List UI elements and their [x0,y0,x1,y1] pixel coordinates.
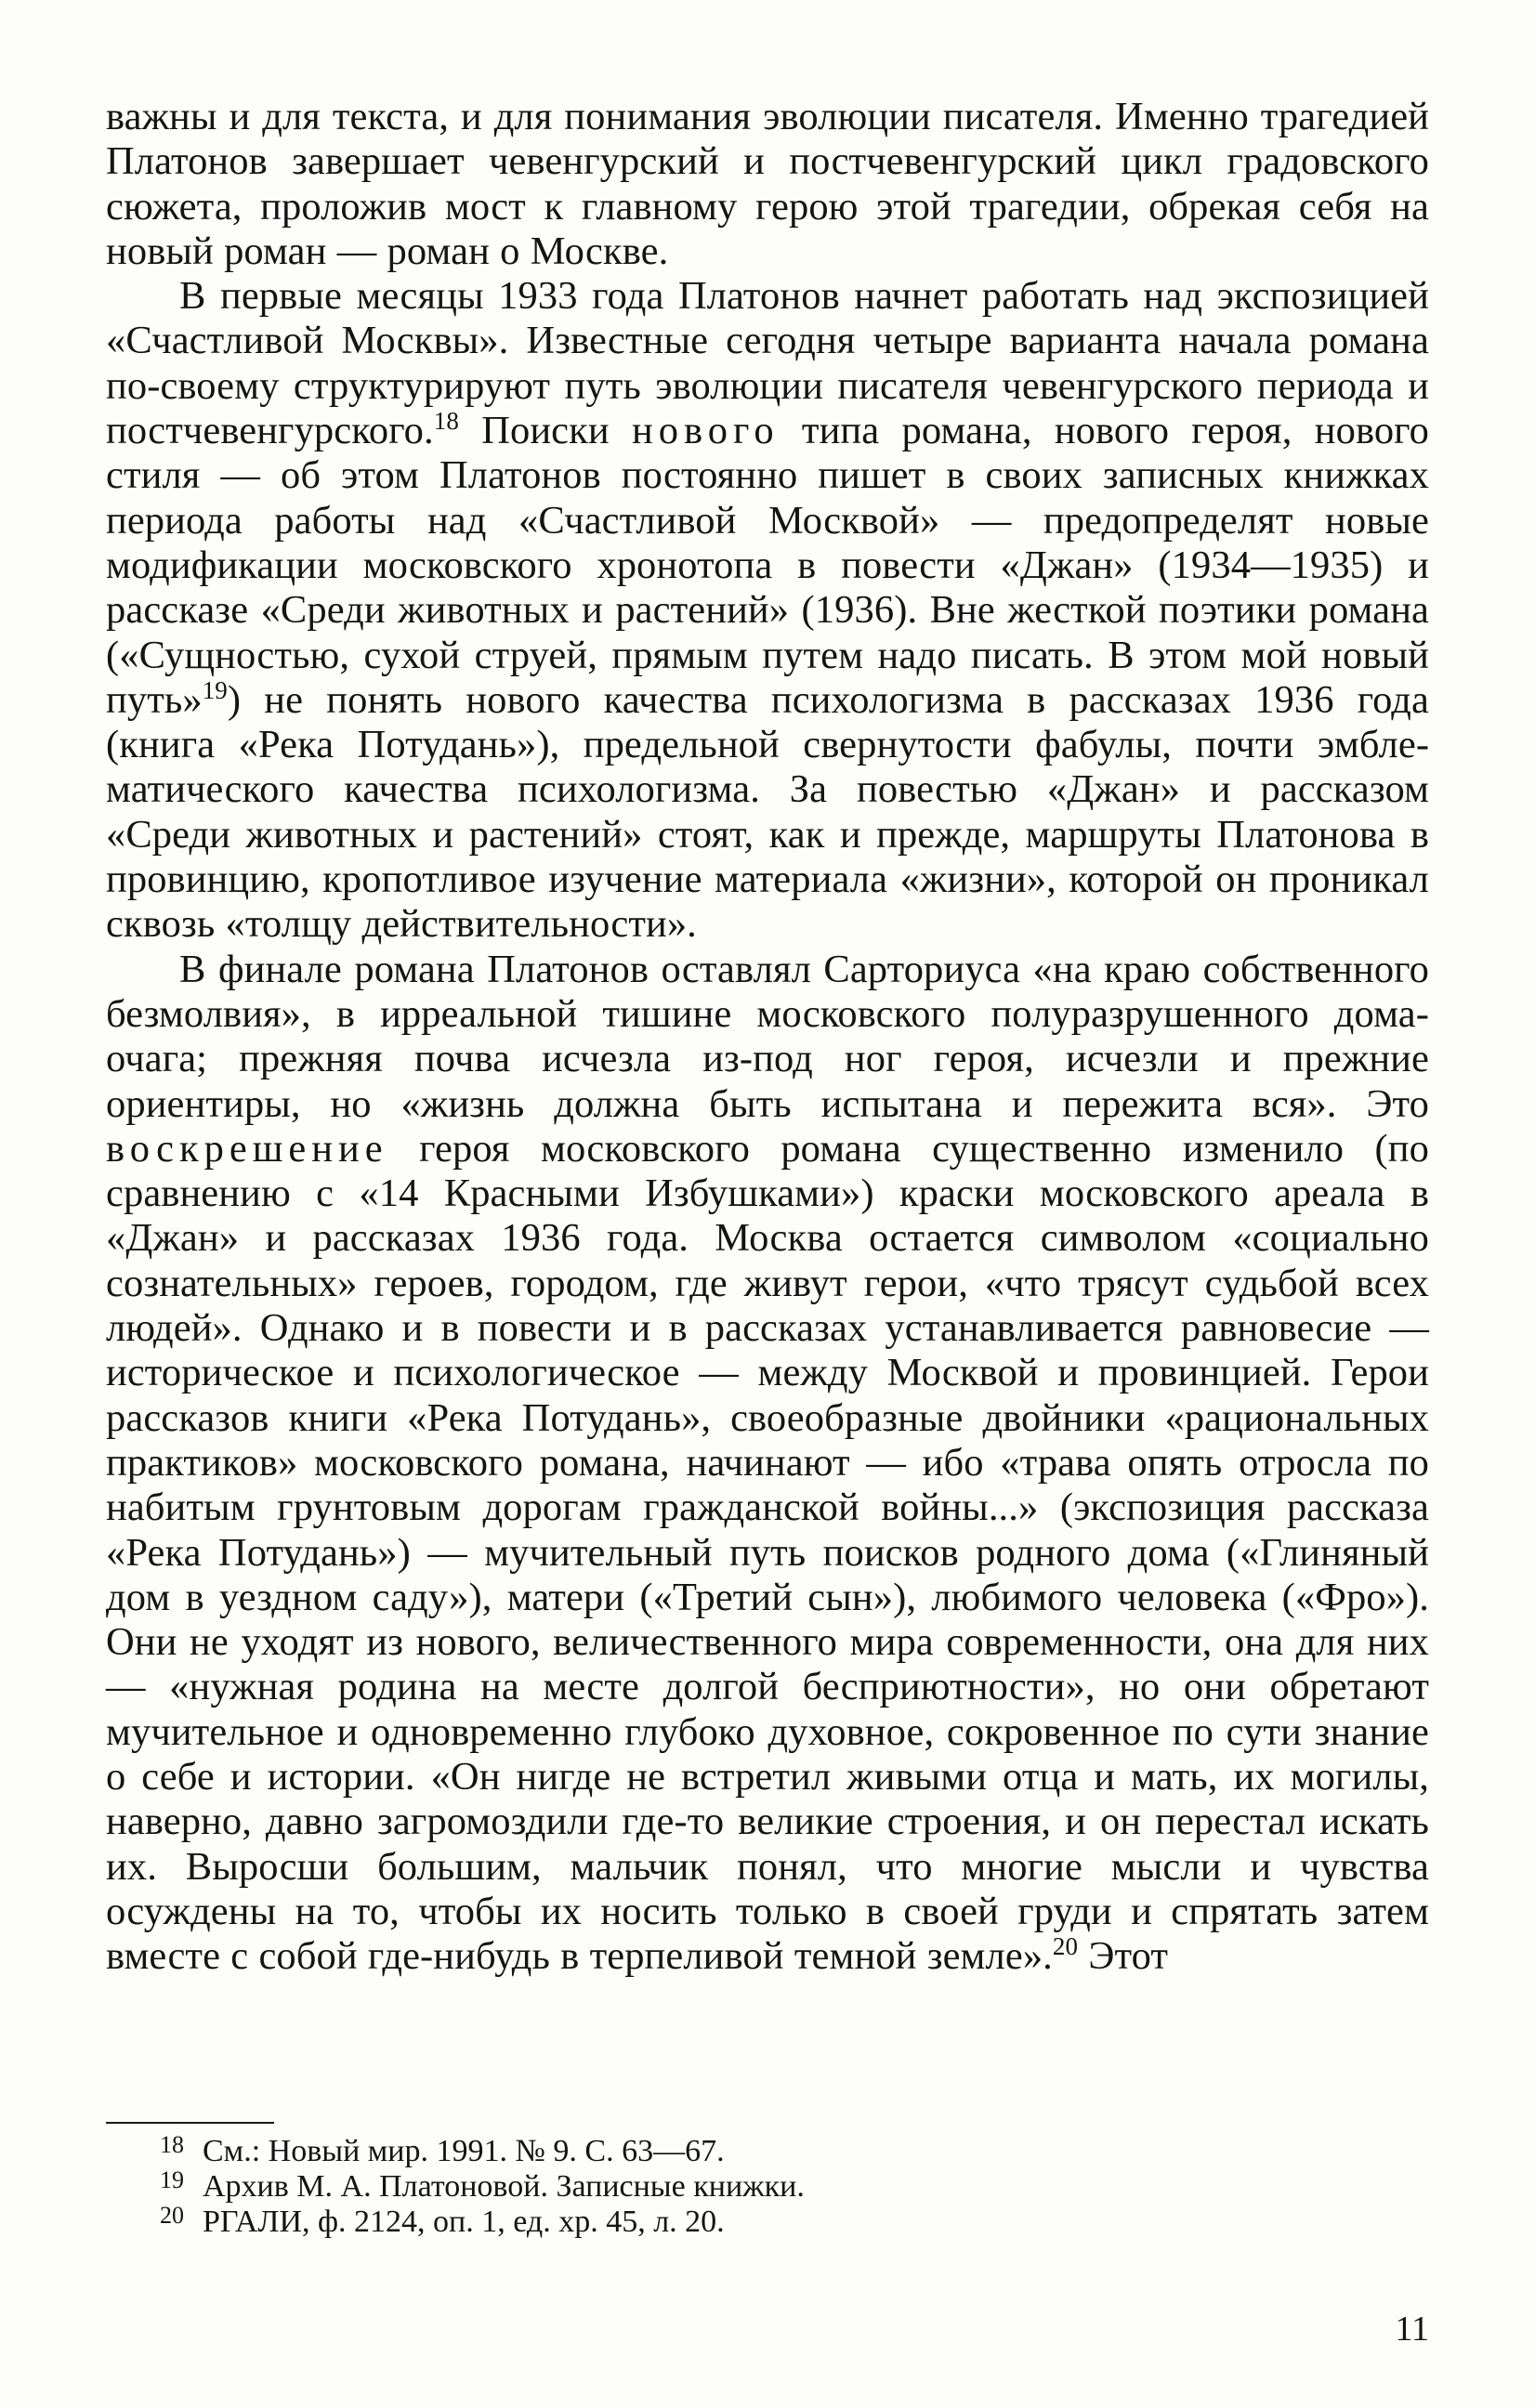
text-run: В финале романа Платонов оставлял Сарториуса «на краю собственного безмолвия», в ирреальной тишине московского полуразрушенного дома-очага; прежняя почва исчезла из-под ног героя, исчезли и прежние ориентиры, но «жизнь должна быть испытана и пережита вся». Это [106,947,1429,1126]
text-run: типа романа, нового героя, нового стиля — об этом Платонов постоянно пишет в своих записных книжках периода работы над «Счастливой Москвой» — предопределят новые модификации московского хронотопа в повести «Джан» (1934—1935) и рассказе «Среди животных и растений» (1936). Вне жесткой поэтики романа («Сущностью, сухой струей, прямым путем надо писать. В этом мой новый путь» [106,409,1429,722]
footnote-separator [106,2122,274,2124]
footnote-text: См.: Новый мир. 1991. № 9. С. 63—67. [203,2134,725,2168]
footnote-ref: 20 [1052,1932,1079,1961]
page-number: 11 [1395,2310,1429,2349]
text-run: важны и для текста, и для понимания эволюции писателя. Именно трагедией Платонов завершает чевенгурский и постчевенгурский цикл градовского сюжета, проложив мост к главному герою этой трагедии, обрекая себя на новый роман — роман о Москве. [106,95,1429,273]
paragraph [106,95,1429,274]
spaced-emphasis: воскрешение [106,1126,388,1171]
text-run: Этот [1078,1934,1169,1979]
footnotes [160,2131,1368,2240]
footnote-ref: 18 [433,406,459,435]
footnote: 18 См.: Новый мир. 1991. № 9. С. 63—67. [160,2131,725,2168]
footnote: 19 Архив М. А. Платоновой. Записные книжки. [160,2166,805,2204]
footnote-text: Архив М. А. Платоновой. Записные книжки. [203,2169,805,2204]
text-run: В первые месяцы 1933 года Платонов начнет работать над экспозицией «Счастливой Москвы». Известные сегодня четыре варианта начала романа по-своему структурируют путь эволюции писателя чевенгурского периода и постчевенгурского. [106,274,1429,453]
footnote-text: РГАЛИ, ф. 2124, оп. 1, ед. хр. 45, л. 20. [203,2205,725,2239]
text-run: героя московского романа существенно изменило (по сравнению с «14 Красными Избушками») краски московского ареала в «Джан» и рассказах 1936 года. Москва остается символом «социально сознательных» героев, городом, где живут герои, «что трясут судьбой всех людей». Однако и в повести и в рассказах устанавливается равновесие — историческое и психологическое — между Москвой и провинцией. Герои рассказов книги «Река Потудань», своеобразные двойники «рациональных практиков» московского романа, начинают — ибо «трава опять отросла по набитым грунтовым дорогам гражданской войны...» (экспозиция рассказа «Река Потудань») — мучительный путь поисков родного дома («Глиняный дом в уездном саду»), матери («Третий сын»), любимого человека («Фро»). Они не уходят из нового, величественного мира современности, она для них — «нужная родина на месте долгой бесприютности», но они обретают мучительное и одновременно глубоко духовное, сокровенное по сути знание о себе и истории. «Он нигде не встретил живыми отца и мать, их могилы, наверно, давно загромоздили где-то великие строения, и он перестал искать их. Выросши большим, мальчик понял, что многие мысли и чувства осуждены на то, чтобы их носить только в своей груди и спрятать затем вместе с собой где-нибудь в терпеливой темной земле». [106,1126,1429,1979]
footnote-ref: 19 [202,675,228,704]
paragraph [106,274,1429,947]
text-run: ) не понять нового качества психологизма в рассказах 1936 года (книга «Река Потудань»), предельной свернутости фабулы, почти эмблематического качества психологизма. За повестью «Джан» и рассказом «Среди животных и растений» стоят, как и прежде, маршруты Платонова в провинцию, кропотливое изучение материала «жизни», которой он проникал сквозь «толщу действительности». [106,677,1429,947]
main-text [106,95,1429,1979]
spaced-emphasis: нового [632,409,780,453]
paragraph [106,948,1429,1980]
footnote: 20 РГАЛИ, ф. 2124, оп. 1, ед. хр. 45, л. 20. [160,2202,725,2239]
text-run: Поиски [458,409,632,453]
